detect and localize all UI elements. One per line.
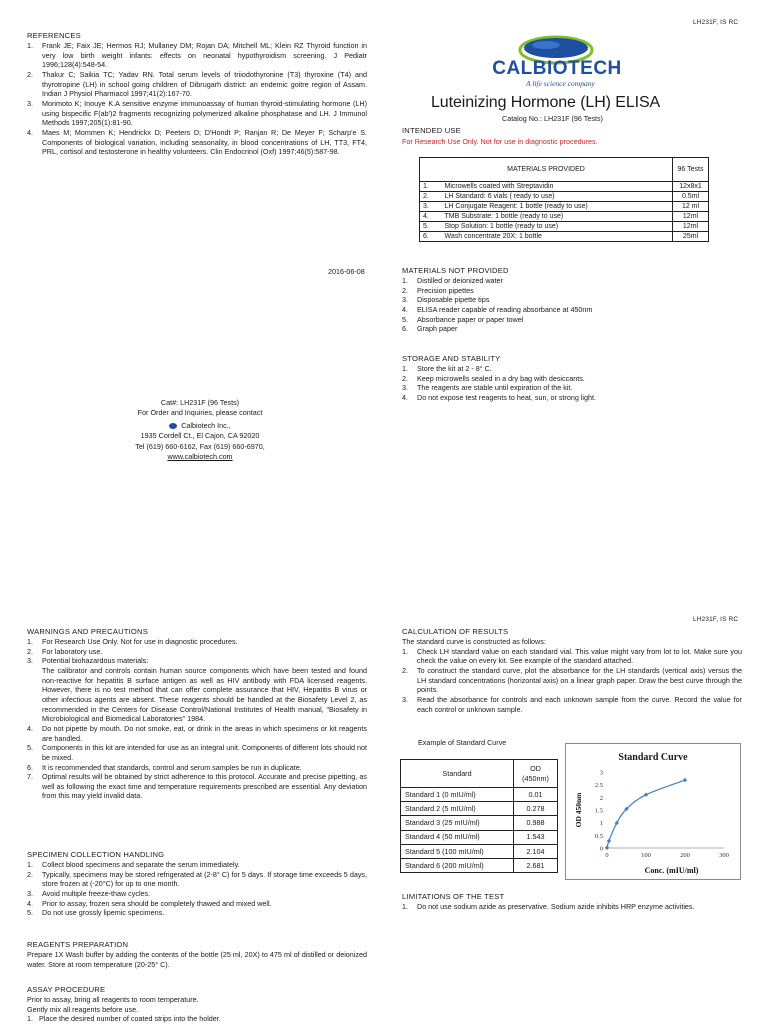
reference-item-text: Maes M; Mommen K; Hendrickx D; Peeters D; D'Hondt P; Ranjan R; De Meyer F; Scharp'e S. Components of biological variation, including seasonality, in blood concentrations of LH, TT3, FT4, PRL, cortisol and testosterone in healthy volunteers. Clin Endocrinol (Oxf) 1997;46(5):587-98. <box>42 127 367 157</box>
materials-item: LH Standard: 6 vials ( ready to use) <box>442 192 673 202</box>
standard-row <box>401 830 558 844</box>
materials-not-provided-item-text: Graph paper <box>417 324 458 334</box>
standard-name: Standard 4 (50 mIU/ml) <box>401 830 514 844</box>
chart-title: Standard Curve <box>618 752 688 763</box>
references-list <box>27 41 367 157</box>
calculation-item <box>402 666 742 695</box>
materials-row <box>420 212 709 222</box>
assay-heading: ASSAY PROCEDURE <box>27 985 106 994</box>
storage-item <box>402 374 742 384</box>
materials-not-provided-item-number: 2. <box>402 285 408 295</box>
specimen-section <box>27 850 367 918</box>
assay-list <box>27 1014 367 1024</box>
warning-item <box>27 743 367 762</box>
x-axis-label: Conc. (mIU/ml) <box>644 866 699 875</box>
materials-qty: 12 ml <box>673 202 709 212</box>
reference-item-text: Frank JE; Faix JE; Hermos RJ; Mullaney DM; Rojan DA; Mitchell ML; Klein RZ Thyroid function in very low birth weight infants: effects on neonatal hypothyroidism screening. J Pediatr 1996;128(4):548-54. <box>42 41 367 70</box>
storage-item-number: 4. <box>402 393 408 403</box>
materials-not-provided-item-number: 4. <box>402 305 408 315</box>
storage-item-text: The reagents are stable until expiration of the kit. <box>417 383 573 393</box>
materials-not-provided-item-text: Precision pipettes <box>417 285 474 295</box>
warning-item <box>27 647 367 657</box>
materials-not-provided-item-text: ELISA reader capable of reading absorbance at 450nm <box>417 305 593 315</box>
storage-item <box>402 393 742 403</box>
warning-item-text: Potential biohazardous materials: <box>42 656 149 666</box>
y-tick-label: 0.5 <box>594 832 603 840</box>
calbiotech-small-logo-icon <box>169 423 177 429</box>
materials-not-provided-item-text: Absorbance paper or paper towel <box>417 314 524 324</box>
reference-item <box>27 41 367 70</box>
reference-item-number: 1. <box>27 41 33 51</box>
assay-section <box>27 985 367 1024</box>
x-tick-label: 200 <box>680 852 690 859</box>
calculation-intro: The standard curve is constructed as follows: <box>402 637 546 647</box>
materials-not-provided-heading: MATERIALS NOT PROVIDED <box>402 266 509 275</box>
warning-item-number: 6. <box>27 762 33 772</box>
standard-od: 2.104 <box>514 844 558 858</box>
catalog-number: Cat#: LH231F (96 Tests) <box>160 398 240 407</box>
storage-item-text: Store the kit at 2 - 8° C. <box>417 364 492 374</box>
x-tick-label: 100 <box>641 852 651 859</box>
storage-list <box>402 364 742 403</box>
calculation-item-text: To construct the standard curve, plot the absorbance for the LH standards (vertical axis) versus the LH standard concentrations (horizontal axis) on a linear graph paper. Draw the best curve through the points. <box>417 666 742 695</box>
specimen-item-number: 4. <box>27 898 33 908</box>
standard-od: 1.543 <box>514 830 558 844</box>
storage-section <box>402 354 742 403</box>
specimen-item-text: Collect blood specimens and separate the serum immediately. <box>42 860 240 870</box>
standard-table <box>400 759 558 873</box>
y-tick-label: 2.5 <box>594 782 603 790</box>
materials-header: MATERIALS PROVIDED <box>420 158 673 182</box>
storage-item <box>402 383 742 393</box>
warning-item-text: Do not pipette by mouth. Do not smoke, eat, or drink in the areas in which specimens or kit reagents are handled. <box>42 723 367 743</box>
warning-item-number: 5. <box>27 743 33 753</box>
warnings-heading: WARNINGS AND PRECAUTIONS <box>27 627 148 636</box>
calculation-item-text: Check LH standard value on each standard vial. This value might vary from lot to lot. Make sure you check the value on every kit. See example of the standard attached. <box>417 646 742 666</box>
standard-name: Standard 3 (25 mIU/ml) <box>401 816 514 830</box>
materials-number: 3. <box>420 202 442 212</box>
standard-row <box>401 802 558 816</box>
y-tick-label: 3 <box>599 769 603 777</box>
standard-od: 2.681 <box>514 858 558 872</box>
warning-item <box>27 763 367 773</box>
y-tick-label: 1.5 <box>594 807 603 815</box>
x-tick-label: 0 <box>605 852 609 859</box>
assay-line-1: Prior to assay, bring all reagents to room temperature. <box>27 995 199 1005</box>
calculation-item-number: 3. <box>402 695 408 705</box>
materials-item: Microwells coated with Streptavidin <box>442 182 673 192</box>
storage-item-number: 2. <box>402 373 408 383</box>
warning-item-number: 4. <box>27 723 33 733</box>
calculation-item-text: Read the absorbance for controls and each unknown sample from the curve. Record the value for each control or unknown sample. <box>417 695 742 714</box>
materials-row <box>420 192 709 202</box>
corner-code-2: LH231F, IS RC <box>693 616 739 623</box>
warning-item-text: For Research Use Only. Not for use in diagnostic procedures. <box>42 637 238 647</box>
limitation-item-text: Do not use sodium azide as preservative. Sodium azide inhibits HRP enzyme activities. <box>417 902 695 912</box>
data-point <box>615 821 619 825</box>
assay-item: 1. Place the desired number of coated strips into the holder. <box>27 1014 221 1024</box>
limitation-item <box>402 902 742 912</box>
y-tick-label: 0 <box>599 845 603 853</box>
storage-item-text: Do not expose test reagents to heat, sun, or strong light. <box>417 393 596 403</box>
materials-row <box>420 202 709 212</box>
materials-number: 1. <box>420 182 442 192</box>
calculation-item-number: 1. <box>402 646 408 656</box>
reagents-heading: REAGENTS PREPARATION <box>27 940 129 949</box>
specimen-list <box>27 860 367 918</box>
standard-name: Standard 1 (0 mIU/ml) <box>401 788 514 802</box>
warning-item-number: 2. <box>27 646 33 656</box>
storage-item-number: 1. <box>402 364 408 374</box>
specimen-item <box>27 908 367 918</box>
specimen-item <box>27 889 367 899</box>
data-point <box>644 792 648 796</box>
y-tick-label: 1 <box>599 820 603 828</box>
warning-item-text: The calibrator and controls contain human source components which have been tested and found non-reactive for hepatitis B surface antigen as well as HIV antibody with FDA licensed reagents. However, there is no test method that can offer complete assurance that HIV, Hepatitis B virus or other infectious agents are absent. These reagents should be handled at the Biosafety Level 2, as recommended in the Centers for Disease Control/National Institutes of Health manual, "Biosafety in Microbiological and Biomedical Laboratories" 1984. <box>42 666 367 724</box>
references-section <box>27 31 367 157</box>
materials-number: 4. <box>420 212 442 222</box>
warnings-list <box>27 637 367 801</box>
materials-number: 5. <box>420 222 442 232</box>
warning-item <box>27 724 367 743</box>
chart-plot <box>566 744 742 881</box>
standard-od: 0.01 <box>514 788 558 802</box>
reference-item <box>27 70 367 99</box>
reference-item <box>27 99 367 128</box>
calculation-heading: CALCULATION OF RESULTS <box>402 627 509 636</box>
warning-item <box>27 666 367 724</box>
materials-header-row <box>420 158 709 182</box>
storage-heading: STORAGE AND STABILITY <box>402 354 501 363</box>
specimen-heading: SPECIMEN COLLECTION HANDLING <box>27 850 165 859</box>
materials-item: Stop Solution: 1 bottle (ready to use) <box>442 222 673 232</box>
x-tick-label: 300 <box>719 852 729 859</box>
materials-not-provided-item <box>402 286 742 296</box>
warning-item-text: Optimal results will be obtained by strict adherence to this protocol. Accurate and precise pipetting, as well as following the exact time and temperature requirements prescribed are essential. Any deviation from this may yield invalid data. <box>42 772 367 801</box>
warning-item-number: 7. <box>27 772 33 782</box>
storage-item <box>402 364 742 374</box>
reference-item-number: 3. <box>27 99 33 109</box>
assay-line-2: Gently mix all reagents before use. <box>27 1004 139 1014</box>
data-point <box>607 839 611 843</box>
warning-item-text: For laboratory use. <box>42 646 103 656</box>
specimen-item-text: Do not use grossly lipemic specimens. <box>42 908 165 918</box>
data-point <box>683 778 687 782</box>
od-header: OD (450nm) <box>514 760 558 788</box>
standard-row <box>401 858 558 872</box>
limitation-item-number: 1. <box>402 902 408 912</box>
calculation-item <box>402 695 742 714</box>
calculation-section <box>402 627 742 714</box>
standard-od: 0.988 <box>514 816 558 830</box>
company-line <box>110 421 290 431</box>
materials-row <box>420 222 709 232</box>
materials-not-provided-item-number: 3. <box>402 295 408 305</box>
materials-qty: 25ml <box>673 232 709 242</box>
contact-block <box>110 398 290 463</box>
order-text: For Order and Inquiries, please contact <box>137 408 263 418</box>
intended-use-heading: INTENDED USE <box>402 126 461 135</box>
intended-use-text: For Research Use Only. Not for use in diagnostic procedures. <box>402 137 598 146</box>
specimen-item-number: 5. <box>27 908 33 918</box>
calculation-item <box>402 647 742 666</box>
materials-number: 6. <box>420 232 442 242</box>
specimen-item <box>27 899 367 909</box>
limitations-heading: LIMITATIONS OF THE TEST <box>402 892 505 901</box>
warning-item-number: 3. <box>27 656 33 666</box>
warning-item-text: Components in this kit are intended for use as an integral unit. Components of different lots should not be mixed. <box>42 743 367 762</box>
warning-item-text: It is recommended that standards, control and serum samples be run in duplicate. <box>42 762 302 772</box>
reference-item-text: Morimoto K; Inouye K.A sensitive enzyme immunoassay of human thyroid-stimulating hormone (LH) using bispecific F(ab')2 fragments recognizing polymerized alkaline phosphatase and LH. J Immunol Methods 1997;205(1):81-90. <box>42 99 367 128</box>
materials-number: 2. <box>420 192 442 202</box>
materials-not-provided-item <box>402 324 742 334</box>
specimen-item-number: 3. <box>27 889 33 899</box>
specimen-item-text: Prior to assay, frozen sera should be completely thawed and mixed well. <box>42 898 272 908</box>
materials-not-provided-section <box>402 266 742 334</box>
standard-name: Standard 5 (100 mIU/ml) <box>401 844 514 858</box>
y-tick-label: 2 <box>599 794 603 802</box>
specimen-item <box>27 860 367 870</box>
calculation-item-number: 2. <box>402 666 408 676</box>
reference-item <box>27 128 367 157</box>
calbiotech-logo <box>486 30 626 92</box>
standard-curve-chart <box>565 743 741 880</box>
series-line <box>607 780 685 848</box>
materials-not-provided-item-number: 5. <box>402 314 408 324</box>
example-title: Example of Standard Curve <box>418 738 507 747</box>
page-2 <box>0 512 768 1024</box>
materials-item: Wash concentrate 20X: 1 bottle <box>442 232 673 242</box>
calculation-list <box>402 647 742 714</box>
references-heading: REFERENCES <box>27 31 81 40</box>
materials-not-provided-item <box>402 305 742 315</box>
materials-not-provided-item-text: Disposable pipette tips <box>417 295 490 305</box>
materials-item: LH Conjugate Reagent: 1 bottle (ready to use) <box>442 202 673 212</box>
company-address: 1935 Cordell Ct., El Cajon, CA 92020 <box>140 431 260 441</box>
standard-row <box>401 788 558 802</box>
limitations-section <box>402 892 742 912</box>
materials-not-provided-item <box>402 315 742 325</box>
reference-item-text: Thakur C; Saikia TC; Yadav RN. Total serum levels of triiodothyronine (T3) thyroxine (T4) and thyrotropine (LH) in school going children of Dibrugarh district: an endemic goitre region of Assam. Indian J Physiol Pharmacol 1997;41(2):167-70. <box>42 70 367 99</box>
warning-item <box>27 656 367 666</box>
standard-row <box>401 844 558 858</box>
materials-not-provided-list <box>402 276 742 334</box>
materials-not-provided-item <box>402 295 742 305</box>
warning-item-number: 1. <box>27 637 33 647</box>
company-phone: Tel (619) 660-6162, Fax (619) 660-6970, <box>135 441 265 451</box>
reagents-section <box>27 940 367 969</box>
materials-qty: 12ml <box>673 212 709 222</box>
limitations-list <box>402 902 742 912</box>
storage-item-number: 3. <box>402 383 408 393</box>
materials-header-qty: 96 Tests <box>673 158 709 182</box>
specimen-item-text: Avoid multiple freeze-thaw cycles. <box>42 889 151 899</box>
warning-item <box>27 772 367 801</box>
logo-tagline: A life science company <box>526 79 595 88</box>
materials-not-provided-item-text: Distilled or deionized water <box>417 276 503 286</box>
company-website-link[interactable]: www.calbiotech.com <box>167 452 233 462</box>
materials-not-provided-item <box>402 276 742 286</box>
standard-header-row <box>401 760 558 788</box>
materials-qty: 12x8x1 <box>673 182 709 192</box>
corner-code: LH231F, IS RC <box>693 19 739 26</box>
reagents-text: Prepare 1X Wash buffer by adding the contents of the bottle (25 ml, 20X) to 475 ml of distilled or deionized water. Store at room temperature (20-25° C). <box>27 950 367 969</box>
materials-not-provided-item-number: 6. <box>402 324 408 334</box>
catalog-no: Catalog No.: LH231F (96 Tests) <box>502 114 603 123</box>
reference-item-number: 2. <box>27 70 33 80</box>
date-label: 2016-06-08 <box>328 267 365 276</box>
warning-item <box>27 637 367 647</box>
logo-brand-text: CALBIOTECH <box>492 58 622 79</box>
standard-name: Standard 2 (5 mIU/ml) <box>401 802 514 816</box>
specimen-item-number: 2. <box>27 869 33 879</box>
reference-item-number: 4. <box>27 127 33 137</box>
y-axis-label: OD 450nm <box>574 792 583 828</box>
specimen-item-number: 1. <box>27 860 33 870</box>
materials-not-provided-item-number: 1. <box>402 276 408 286</box>
materials-qty: 12ml <box>673 222 709 232</box>
materials-qty: 0.5ml <box>673 192 709 202</box>
materials-provided-table <box>419 157 709 242</box>
product-title: Luteinizing Hormone (LH) ELISA <box>431 94 661 111</box>
data-point <box>605 846 609 850</box>
standard-header: Standard <box>401 760 514 788</box>
standard-od: 0.278 <box>514 802 558 816</box>
storage-item-text: Keep microwells sealed in a dry bag with desiccants. <box>417 373 585 383</box>
specimen-item-text: Typically, specimens may be stored refrigerated at (2-8° C) for 5 days. If storage time exceeds 5 days, store frozen at (-20°C) for up to one month. <box>42 869 367 889</box>
materials-row <box>420 182 709 192</box>
standard-row <box>401 816 558 830</box>
materials-item: TMB Substrate: 1 bottle (ready to use) <box>442 212 673 222</box>
specimen-item <box>27 870 367 889</box>
standard-name: Standard 6 (200 mIU/ml) <box>401 858 514 872</box>
materials-row <box>420 232 709 242</box>
company-name: Calbiotech Inc., <box>181 420 231 430</box>
warnings-section <box>27 627 367 801</box>
